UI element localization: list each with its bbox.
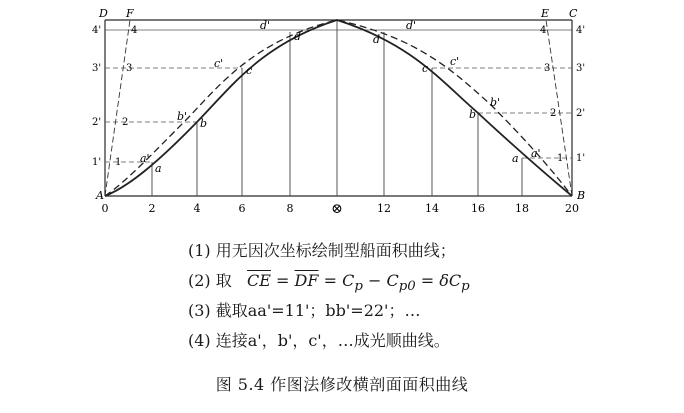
- inner-right-label-2: 2: [550, 108, 557, 119]
- construction-lines: [105, 20, 572, 196]
- point-d-left: d: [294, 30, 302, 43]
- right-level-label-3: 3': [576, 63, 586, 74]
- inner-right-label-3: 3: [544, 63, 551, 74]
- point-c-left: c: [246, 64, 253, 77]
- x-tick-label: 0: [101, 202, 109, 215]
- formula-eq: = δC: [415, 271, 462, 290]
- step-text: 取: [215, 271, 232, 290]
- point-a-left: a: [155, 162, 162, 175]
- original-area-curve: [105, 20, 572, 196]
- inner-right-label-1: 1: [557, 153, 564, 164]
- left-level-label-2: 2': [92, 117, 102, 128]
- point-a-right: a: [512, 152, 519, 165]
- point-a-prime-left: a': [140, 152, 150, 165]
- step-number: (1): [188, 241, 211, 260]
- corner-E-label: E: [541, 7, 550, 20]
- x-tick-label: 12: [377, 202, 391, 215]
- x-tick-label: 4: [193, 202, 201, 215]
- step-text: 连接a'，b'，c'，…成光顺曲线。: [215, 331, 450, 350]
- x-tick-label-midship: ⊗: [331, 201, 343, 217]
- right-level-label-4: 4': [576, 25, 586, 36]
- left-level-label-4: 4': [92, 25, 102, 36]
- x-tick-label: 8: [286, 202, 294, 215]
- inner-left-label-2: 2: [122, 117, 129, 128]
- point-a-prime-right: a': [531, 147, 541, 160]
- x-tick-label: 18: [515, 202, 529, 215]
- inner-left-label-1: 1: [115, 157, 122, 168]
- modified-area-curve: [105, 20, 572, 196]
- step-2-formula: $\overline{CE} = \overline{DF} = C_p - C_{p0} = \delta C_p$: [247, 271, 470, 295]
- procedure-steps: [188, 236, 470, 356]
- formula-minus: − C: [362, 271, 399, 290]
- corner-B-label: B: [577, 189, 586, 202]
- point-c-prime-left: c': [214, 57, 224, 70]
- left-level-label-1: 1': [92, 157, 102, 168]
- x-tick-label: 20: [565, 202, 579, 215]
- point-c-right: c: [422, 62, 429, 75]
- formula-df: $\overline{DF}$: [294, 271, 319, 290]
- station-lines: [152, 20, 522, 196]
- frame: [105, 20, 572, 196]
- formula-ce: $\overline{CE}$: [247, 271, 271, 290]
- formula-rest: = C: [323, 271, 355, 290]
- step-2: [188, 266, 470, 296]
- x-tick-label: 14: [425, 202, 439, 215]
- figure-caption: 图 5.4 作图法修改横剖面面积曲线: [215, 375, 469, 394]
- formula-sub-p: p: [354, 279, 363, 295]
- step-number: (3): [188, 301, 211, 320]
- step-1: [188, 236, 470, 266]
- left-level-label-3: 3': [92, 63, 102, 74]
- inner-left-label-3: 3: [126, 63, 133, 74]
- x-tick-label: 2: [148, 202, 156, 215]
- point-b-prime-left: b': [177, 110, 188, 123]
- x-tick-labels: [102, 201, 580, 217]
- step-number: (4): [188, 331, 211, 350]
- step-3: [188, 296, 470, 326]
- corner-D-label: D: [99, 7, 108, 20]
- line-AF: [105, 20, 133, 196]
- corner-F-label: F: [126, 7, 134, 20]
- step-text: 截取aa'=11'；bb'=22'；…: [215, 301, 421, 320]
- point-b-prime-right: b': [490, 96, 501, 109]
- point-b-right: b: [469, 108, 477, 121]
- inner-left-label-4: 4: [131, 25, 138, 36]
- step-4: [188, 326, 470, 356]
- point-b-left: b: [200, 117, 208, 130]
- left-level-labels: [92, 25, 101, 168]
- point-d-prime-left: d': [260, 19, 271, 32]
- corner-A-label: A: [96, 189, 104, 202]
- right-point-labels: [373, 19, 541, 165]
- point-c-prime-right: c': [450, 55, 460, 68]
- formula-sub-p2: p: [461, 279, 470, 295]
- formula-sub-p0: p0: [398, 279, 416, 295]
- corner-C-label: C: [569, 7, 578, 20]
- x-tick-label: 16: [471, 202, 485, 215]
- step-number: (2): [188, 271, 211, 290]
- step-text: 用无因次坐标绘制型船面积曲线；: [215, 241, 456, 260]
- right-level-label-2: 2': [576, 108, 586, 119]
- inner-right-label-4: 4: [540, 25, 547, 36]
- x-tick-label: 6: [238, 202, 246, 215]
- right-level-labels: [576, 25, 585, 164]
- point-d-prime-right: d': [406, 19, 417, 32]
- point-d-right: d: [373, 33, 381, 46]
- right-level-label-1: 1': [576, 153, 586, 164]
- level-lines: [105, 30, 572, 162]
